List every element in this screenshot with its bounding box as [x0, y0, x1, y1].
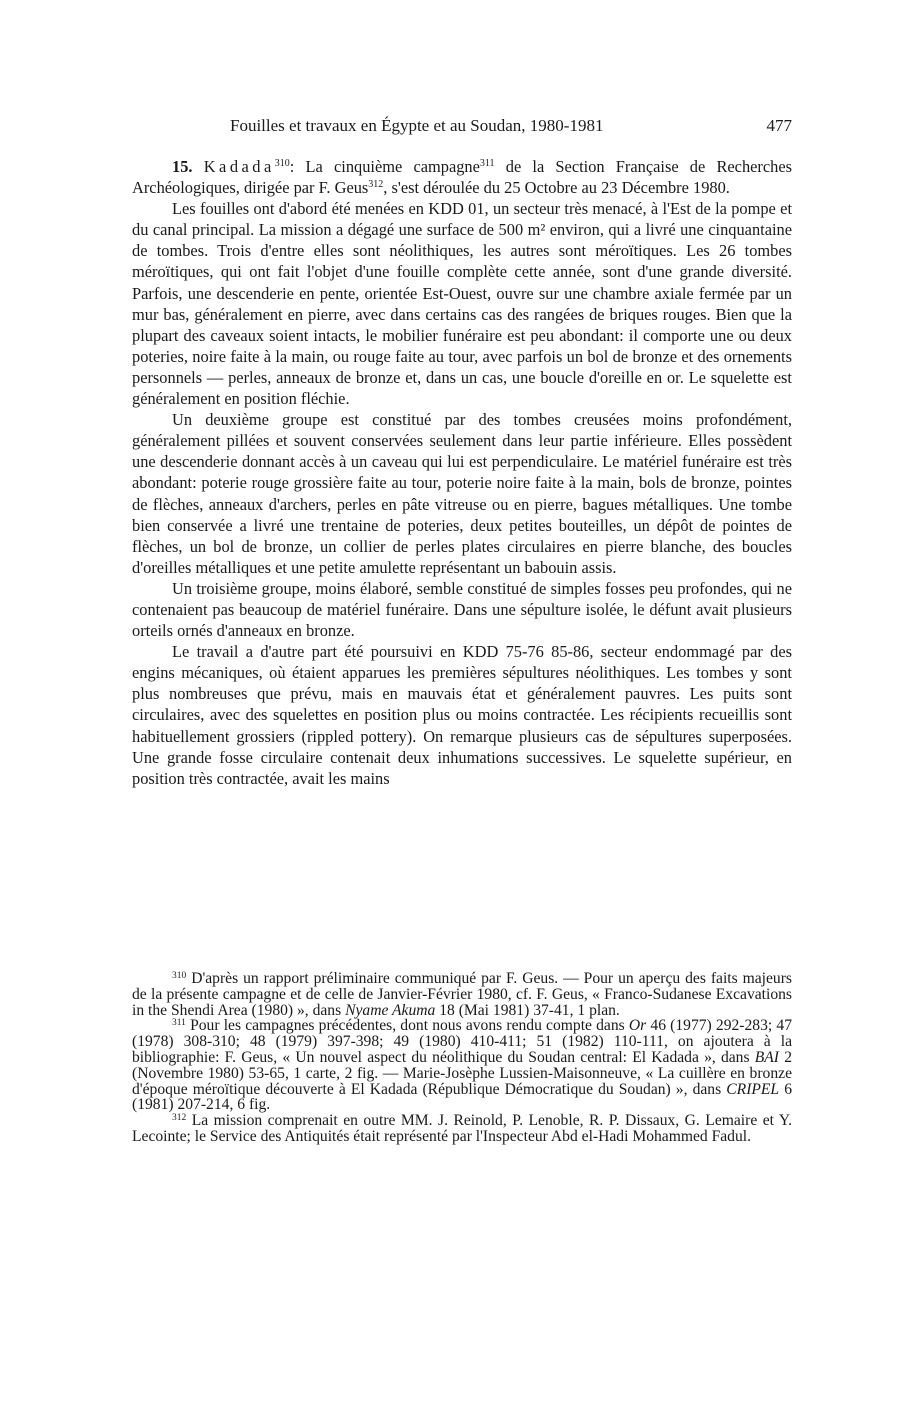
- paragraph-5: Le travail a d'autre part été poursuivi en KDD 75-76 85-86, secteur endommagé par des engins mécaniques, où étaient apparues les premières sépultures néolithiques. Les tombes y sont plus nombreuses que prévu, mais en mauvais état et généralement pauvres. Les puits sont circulaires, avec des squelettes en position plus ou moins contractée. Les récipients recueillis sont habituellement grossiers (rippled pottery). On remarque plusieurs cas de sépultures superposées. Une grande fosse circulaire contenait deux inhumations successives. Le squelette supérieur, en position très contractée, avait les mains: [132, 642, 792, 788]
- document-page: [132, 116, 792, 1145]
- section-number: 15.: [172, 157, 193, 176]
- footnote-number: 311: [172, 1018, 186, 1029]
- footnote-ref-312: 312: [368, 179, 384, 191]
- footnote-ref-310: 310: [274, 158, 290, 169]
- main-text: [132, 156, 792, 789]
- footnote-text: 2 (Novembre 1980) 53-65, 1 carte, 2 fig. — Marie-Josèphe Lussien-Maisonneuve, « La cuillère en bronze d'époque méroïtique découverte à El Kadada (République Démocratique du Soudan) », dans: [132, 1048, 792, 1098]
- footnote-text: 18 (Mai 1981) 37-41, 1 plan.: [435, 1001, 620, 1019]
- footnotes: [132, 971, 792, 1145]
- paragraph-1: [132, 156, 792, 198]
- footnote-312: [132, 1113, 792, 1145]
- paragraph-1-text-a: : La cinquième campagne: [289, 157, 480, 176]
- paragraph-4: Un troisième groupe, moins élaboré, semble constitué de simples fosses peu profondes, qui ne contenaient pas beaucoup de matériel funéraire. Dans une sépulture isolée, le défunt avait plusieurs orteils ornés d'anneaux en bronze.: [132, 578, 792, 641]
- journal-title: BAI: [754, 1048, 779, 1066]
- footnote-number: 310: [172, 971, 187, 981]
- footnote-text: Pour les campagnes précédentes, dont nous avons rendu compte dans: [185, 1017, 629, 1035]
- footnote-text: 46 (1977) 292-283; 47 (1978) 308-310; 48 (1979) 397-398; 49 (1980) 410-411; 51 (1982) 110-111, on ajoutera à la bibliographie: F. Geus, « Un nouvel aspect du néolithique du Soudan central: El Kadada », dans: [132, 1017, 792, 1066]
- footnote-311: [132, 1018, 792, 1113]
- running-title: Fouilles et travaux en Égypte et au Soudan, 1980-1981: [230, 116, 604, 135]
- page-number: 477: [766, 116, 792, 135]
- paragraph-3: Un deuxième groupe est constitué par des tombes creusées moins profondément, généralement pillées et souvent conservées seulement dans leur partie inférieure. Elles possèdent une descenderie donnant accès à un caveau qui lui est perpendiculaire. Le matériel funéraire est très abondant: poterie rouge grossière faite au tour, poterie noire faite à la main, bols de bronze, pointes de flèches, anneaux d'archers, perles en pâte vitreuse ou en pierre, bagues métalliques. Une tombe bien conservée a livré une trentaine de poteries, deux petites bouteilles, un dépôt de pointes de flèches, un bol de bronze, un collier de perles plates circulaires en pierre blanche, des boucles d'oreilles métalliques et une petite amulette représentant un babouin assis.: [132, 410, 792, 577]
- paragraph-2: Les fouilles ont d'abord été menées en KDD 01, un secteur très menacé, à l'Est de la pompe et du canal principal. La mission a dégagé une surface de 500 m² environ, qui a livré une cinquantaine de tombes. Trois d'entre elles sont néolithiques, les autres sont méroïtiques. Les 26 tombes méroïtiques, qui ont fait l'objet d'une fouille complète cette année, sont d'une grande diversité. Parfois, une descenderie en pente, orientée Est-Ouest, ouvre sur une chambre axiale fermée par un mur bas, généralement en pierre, avec dans certains cas des rangées de briques rouges. Bien que la plupart des caveaux soient intacts, le mobilier funéraire est peu abondant: il comporte une ou deux poteries, noire faite à la main, ou rouge faite au tour, avec parfois un bol de bronze et des ornements personnels — perles, anneaux de bronze et, dans un cas, une boucle d'oreille en or. Le squelette est généralement en position fléchie.: [132, 199, 792, 409]
- footnote-310: [132, 971, 792, 1018]
- journal-title: Nyame Akuma: [345, 1001, 436, 1019]
- footnote-number: 312: [172, 1113, 187, 1124]
- paragraph-1-text-b: de la Section Française de Recherches Archéologiques, dirigée par F. Geus: [132, 157, 792, 198]
- footnote-text: 6 (1981) 207-214, 6 fig.: [132, 1080, 792, 1114]
- footnote-text: La mission comprenait en outre MM. J. Reinold, P. Lenoble, R. P. Dissaux, G. Lemaire et Y. Lecointe; le Service des Antiquités était représenté par l'Inspecteur Abd el-Hadi Mohammed Fadul.: [132, 1112, 792, 1145]
- paragraph-1-text-c: , s'est déroulée du 25 Octobre au 23 Décembre 1980.: [383, 178, 730, 198]
- footnote-text: D'après un rapport préliminaire communiqué par F. Geus. — Pour un aperçu des faits majeurs de la présente campagne et de celle de Janvier-Février 1980, cf. F. Geus, « Franco-Sudanese Excavations in the Shendi Area (1980) », dans: [132, 970, 792, 1019]
- journal-title: Or: [628, 1017, 647, 1035]
- running-header: [132, 116, 792, 136]
- footnote-ref-311: 311: [479, 158, 495, 169]
- journal-title: CRIPEL: [726, 1080, 780, 1098]
- site-name: Kadada: [203, 157, 275, 176]
